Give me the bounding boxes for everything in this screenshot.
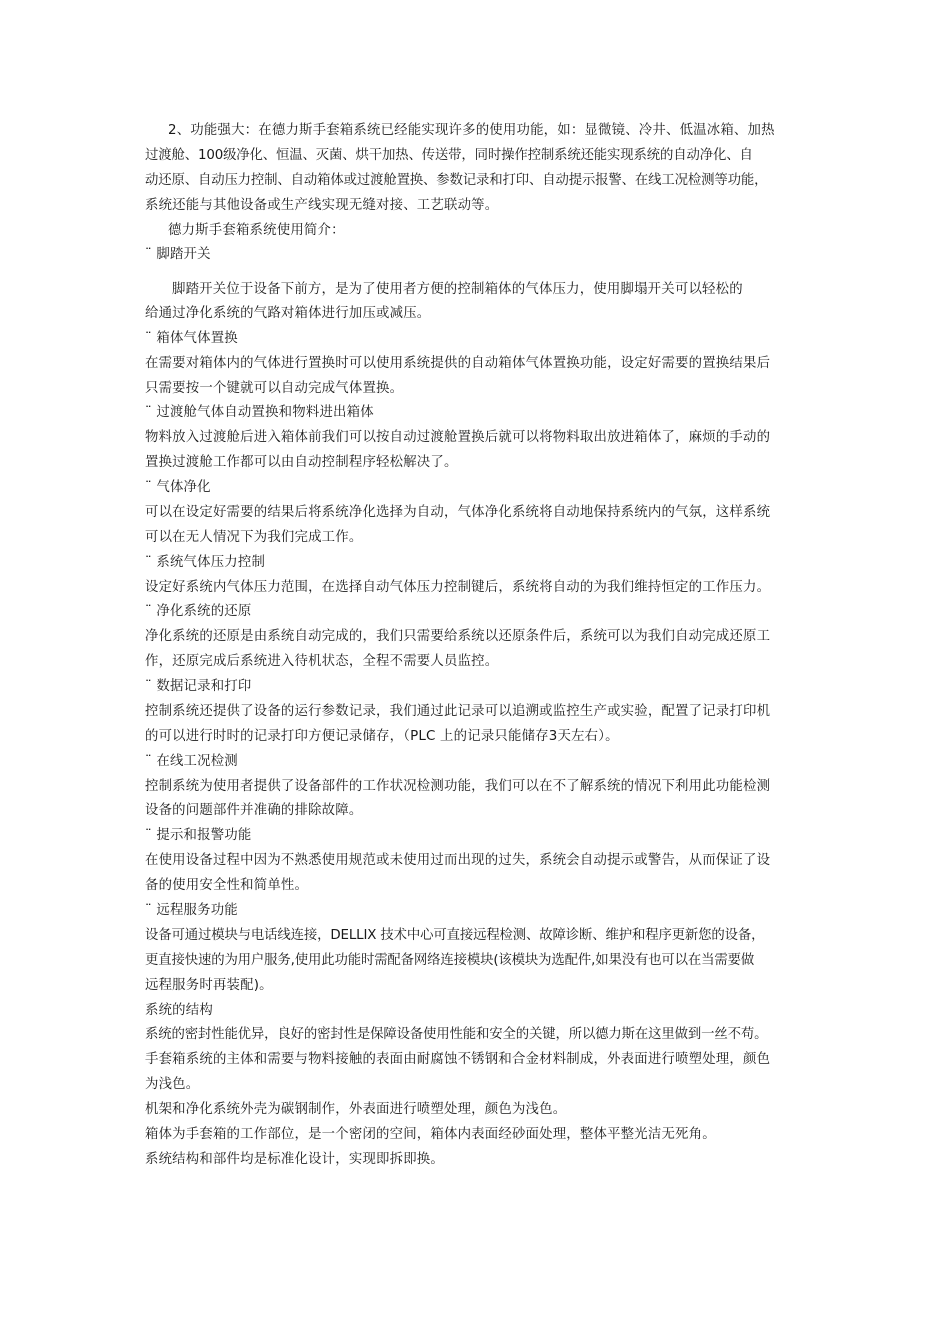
list-item-heading: ¨ 远程服务功能 — [145, 903, 238, 918]
text-line: 远程服务时再装配)。 — [145, 978, 273, 993]
text-line: 可以在无人情况下为我们完成工作。 — [145, 530, 363, 545]
text-line: 的可以进行时时的记录打印方便记录储存，（PLC 上的记录只能储存3天左右）。 — [145, 729, 619, 744]
text-line: 控制系统为使用者提供了设备部件的工作状况检测功能，我们可以在不了解系统的情况下利用此功能检测 — [145, 779, 771, 794]
text-line: 只需要按一个键就可以自动完成气体置换。 — [145, 381, 404, 396]
text-line: 净化系统的还原是由系统自动完成的，我们只需要给系统以还原条件后，系统可以为我们自动完成还原工 — [145, 629, 771, 644]
text-line: 过渡舱、100级净化、恒温、灭菌、烘干加热、传送带，同时操作控制系统还能实现系统的自动净化、自 — [145, 148, 753, 163]
text-line: 更直接快速的为用户服务,使用此功能时需配备网络连接模块(该模块为选配件,如果没有也可以在当需要做 — [145, 953, 755, 968]
text-line: 脚踏开关位于设备下前方，是为了使用者方便的控制箱体的气体压力，使用脚塌开关可以轻松的 — [172, 282, 743, 297]
list-item-heading: ¨ 提示和报警功能 — [145, 828, 252, 843]
text-line: 物料放入过渡舱后进入箱体前我们可以按自动过渡舱置换后就可以将物料取出放进箱体了，麻烦的手动的 — [145, 430, 771, 445]
section-heading: 德力斯手套箱系统使用简介： — [168, 223, 345, 238]
text-line: 作，还原完成后系统进入待机状态，全程不需要人员监控。 — [145, 654, 499, 669]
text-line: 箱体为手套箱的工作部位，是一个密闭的空间，箱体内表面经砂面处理，整体平整光洁无死角。 — [145, 1127, 716, 1142]
text-line: 为浅色。 — [145, 1077, 200, 1092]
list-item-heading: ¨ 在线工况检测 — [145, 754, 238, 769]
list-item-heading: ¨ 系统气体压力控制 — [145, 555, 266, 570]
list-item-heading: ¨ 脚踏开关 — [145, 247, 211, 262]
text-line: 在使用设备过程中因为不熟悉使用规范或未使用过而出现的过失，系统会自动提示或警告，从而保证了设 — [145, 853, 771, 868]
text-line: 动还原、自动压力控制、自动箱体或过渡舱置换、参数记录和打印、自动提示报警、在线工况检测等功能， — [145, 173, 768, 188]
text-line: 设备可通过模块与电话线连接，DELLIX 技术中心可直接远程检测、故障诊断、维护和程序更新您的设备， — [145, 928, 765, 943]
list-item-heading: ¨ 过渡舱气体自动置换和物料进出箱体 — [145, 405, 374, 420]
text-line: 置换过渡舱工作都可以由自动控制程序轻松解决了。 — [145, 455, 458, 470]
text-line: 手套箱系统的主体和需要与物料接触的表面由耐腐蚀不锈钢和合金材料制成，外表面进行喷塑处理，颜色 — [145, 1052, 771, 1067]
text-line: 备的使用安全性和简单性。 — [145, 878, 309, 893]
section-heading: 系统的结构 — [145, 1003, 213, 1018]
list-item-heading: ¨ 净化系统的还原 — [145, 604, 252, 619]
text-line: 设定好系统内气体压力范围，在选择自动气体压力控制键后，系统将自动的为我们维持恒定的工作压力。 — [145, 580, 771, 595]
text-line: 机架和净化系统外壳为碳钢制作，外表面进行喷塑处理，颜色为浅色。 — [145, 1102, 567, 1117]
text-line: 系统的密封性能优异，良好的密封性是保障设备使用性能和安全的关键，所以德力斯在这里做到一丝不苟。 — [145, 1027, 768, 1042]
text-line: 系统结构和部件均是标准化设计，实现即拆即换。 — [145, 1152, 444, 1167]
text-line: 可以在设定好需要的结果后将系统净化选择为自动，气体净化系统将自动地保持系统内的气氛，这样系统 — [145, 505, 771, 520]
text-line: 2、功能强大：在德力斯手套箱系统已经能实现许多的使用功能，如：显微镜、冷井、低温冰箱、加热 — [168, 123, 775, 138]
text-line: 设备的问题部件并准确的排除故障。 — [145, 803, 363, 818]
list-item-heading: ¨ 气体净化 — [145, 480, 211, 495]
list-item-heading: ¨ 箱体气体置换 — [145, 331, 238, 346]
text-line: 在需要对箱体内的气体进行置换时可以使用系统提供的自动箱体气体置换功能，设定好需要的置换结果后 — [145, 356, 771, 371]
text-line: 控制系统还提供了设备的运行参数记录，我们通过此记录可以追溯或监控生产或实验，配置了记录打印机 — [145, 704, 771, 719]
text-line: 给通过净化系统的气路对箱体进行加压或减压。 — [145, 306, 431, 321]
list-item-heading: ¨ 数据记录和打印 — [145, 679, 252, 694]
text-line: 系统还能与其他设备或生产线实现无缝对接、工艺联动等。 — [145, 198, 499, 213]
